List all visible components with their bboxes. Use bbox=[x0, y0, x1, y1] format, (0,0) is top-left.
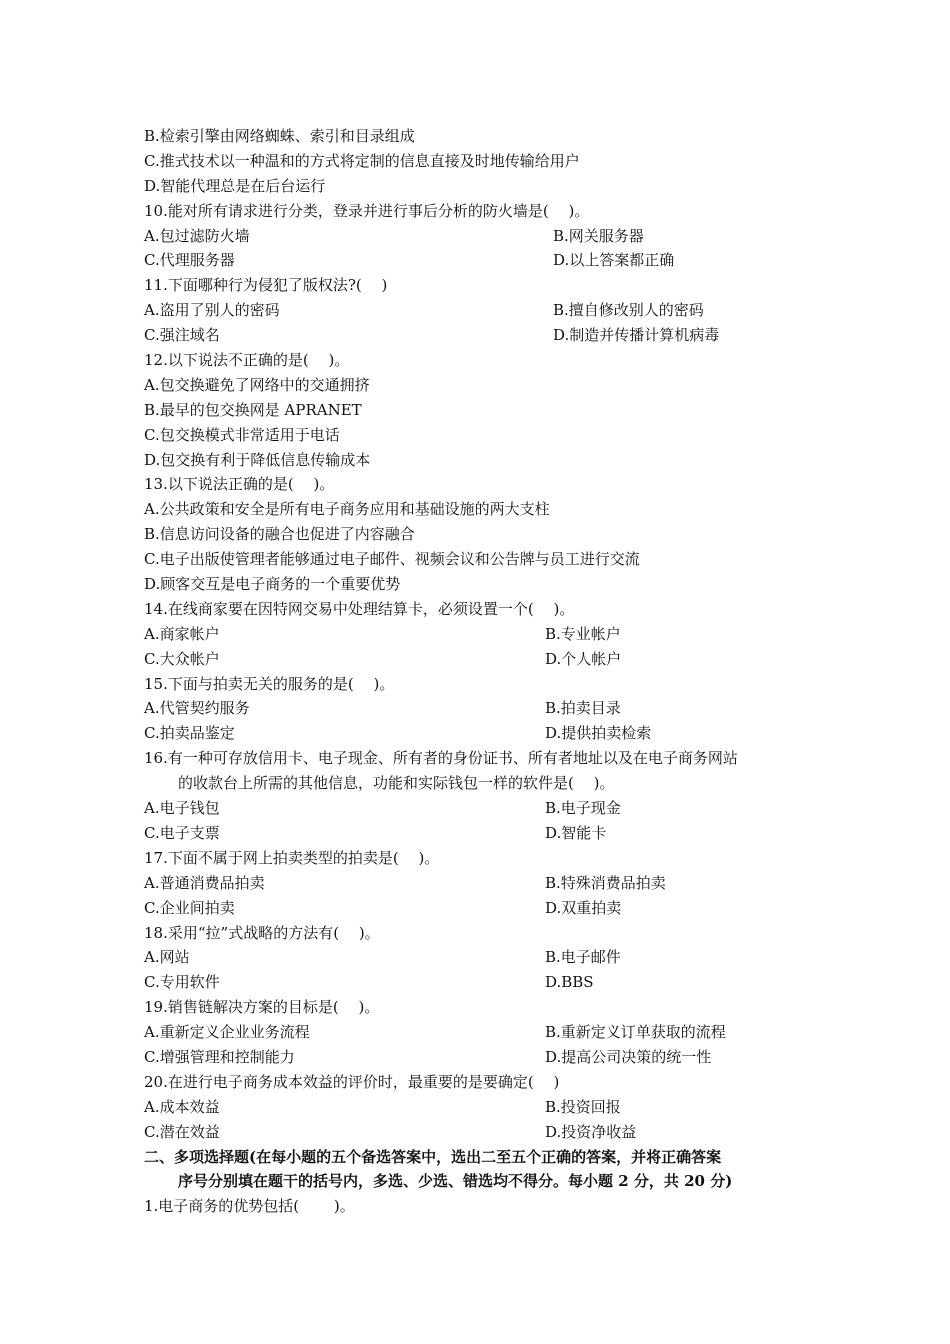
question-17: 17.下面不属于网上拍卖类型的拍卖是( )。 bbox=[144, 848, 440, 867]
question-16: 16.有一种可存放信用卡、电子现金、所有者的身份证书、所有者地址以及在电子商务网站 bbox=[144, 749, 738, 768]
option-row bbox=[144, 970, 824, 995]
option-row bbox=[144, 821, 824, 846]
section-heading: 二、多项选择题(在每小题的五个备选答案中，选出二至五个正确的答案，并将正确答案 bbox=[144, 1147, 722, 1166]
option-row bbox=[144, 696, 824, 721]
option-d: D.个人帐户 bbox=[545, 649, 622, 668]
option-b: B.重新定义订单获取的流程 bbox=[545, 1023, 726, 1042]
option-d: D.提供拍卖检索 bbox=[545, 724, 652, 743]
option-d: D.包交换有利于降低信息传输成本 bbox=[144, 450, 371, 469]
option-row bbox=[144, 323, 824, 348]
option-row bbox=[144, 622, 824, 647]
question-14: 14.在线商家要在因特网交易中处理结算卡，必须设置一个( )。 bbox=[144, 599, 575, 618]
option-c: C.包交换模式非常适用于电话 bbox=[144, 425, 340, 444]
option-c: C.企业间拍卖 bbox=[144, 898, 235, 917]
option-b: B.最早的包交换网是 APRANET bbox=[144, 400, 362, 419]
option-line: B.检索引擎由网络蜘蛛、索引和目录组成 bbox=[144, 127, 415, 145]
option-a: A.盗用了别人的密码 bbox=[144, 301, 280, 320]
option-row bbox=[144, 796, 824, 821]
option-b: B.投资回报 bbox=[545, 1097, 621, 1116]
option-a: A.重新定义企业业务流程 bbox=[144, 1023, 310, 1042]
question-15: 15.下面与拍卖无关的服务的是( )。 bbox=[144, 674, 395, 693]
option-b: B.专业帐户 bbox=[545, 624, 621, 643]
option-d: D.BBS bbox=[545, 973, 594, 992]
question-10: 10.能对所有请求进行分类，登录并进行事后分析的防火墙是( )。 bbox=[144, 201, 590, 220]
option-line: D.智能代理总是在后台运行 bbox=[144, 176, 326, 195]
option-d: D.提高公司决策的统一性 bbox=[545, 1047, 712, 1066]
option-d: D.制造并传播计算机病毒 bbox=[553, 326, 720, 345]
option-d: D.投资净收益 bbox=[545, 1122, 637, 1141]
question-18: 18.采用“拉”式战略的方法有( )。 bbox=[144, 923, 380, 942]
option-row bbox=[144, 647, 824, 672]
option-c: C.专用软件 bbox=[144, 973, 220, 992]
option-a: A.普通消费品拍卖 bbox=[144, 873, 265, 892]
option-row bbox=[144, 248, 824, 273]
option-b: B.拍卖目录 bbox=[545, 699, 621, 718]
option-c: C.潜在效益 bbox=[144, 1122, 220, 1141]
option-row bbox=[144, 1045, 824, 1070]
option-c: C.拍卖品鉴定 bbox=[144, 724, 235, 743]
option-b: B.擅自修改别人的密码 bbox=[553, 301, 704, 320]
section-heading-continuation: 序号分别填在题干的括号内，多选、少选、错选均不得分。每小题 2 分，共 20 分) bbox=[178, 1172, 733, 1191]
option-d: D.顾客交互是电子商务的一个重要优势 bbox=[144, 575, 401, 594]
option-a: A.包过滤防火墙 bbox=[144, 226, 250, 245]
option-c: C.强注域名 bbox=[144, 326, 220, 345]
option-d: D.智能卡 bbox=[545, 823, 607, 842]
option-b: B.信息访问设备的融合也促进了内容融合 bbox=[144, 525, 415, 544]
option-a: A.包交换避免了网络中的交通拥挤 bbox=[144, 375, 370, 394]
option-b: B.网关服务器 bbox=[553, 226, 644, 245]
option-c: C.代理服务器 bbox=[144, 251, 235, 270]
option-a: A.商家帐户 bbox=[144, 624, 220, 643]
question-20: 20.在进行电子商务成本效益的评价时，最重要的是要确定( ) bbox=[144, 1072, 560, 1091]
option-c: C.增强管理和控制能力 bbox=[144, 1047, 295, 1066]
multi-question-1: 1.电子商务的优势包括( )。 bbox=[144, 1197, 355, 1216]
option-b: B.电子现金 bbox=[545, 799, 621, 818]
option-row bbox=[144, 224, 824, 249]
option-row bbox=[144, 1095, 824, 1120]
option-a: A.电子钱包 bbox=[144, 799, 220, 818]
option-a: A.成本效益 bbox=[144, 1097, 220, 1116]
question-19: 19.销售链解决方案的目标是( )。 bbox=[144, 998, 380, 1017]
option-d: D.双重拍卖 bbox=[545, 898, 622, 917]
option-row bbox=[144, 298, 824, 323]
option-row bbox=[144, 1120, 824, 1145]
option-c: C.电子支票 bbox=[144, 823, 220, 842]
option-d: D.以上答案都正确 bbox=[553, 251, 675, 270]
option-a: A.公共政策和安全是所有电子商务应用和基础设施的两大支柱 bbox=[144, 500, 550, 519]
question-12: 12.以下说法不正确的是( )。 bbox=[144, 351, 350, 370]
question-16-continuation: 的收款台上所需的其他信息，功能和实际钱包一样的软件是( )。 bbox=[178, 774, 615, 793]
option-c: C.电子出版使管理者能够通过电子邮件、视频会议和公告牌与员工进行交流 bbox=[144, 550, 640, 569]
option-row bbox=[144, 1020, 824, 1045]
option-a: A.网站 bbox=[144, 948, 190, 967]
exam-content bbox=[144, 124, 824, 1219]
option-c: C.大众帐户 bbox=[144, 649, 220, 668]
question-13: 13.以下说法正确的是( )。 bbox=[144, 475, 335, 494]
option-a: A.代管契约服务 bbox=[144, 699, 250, 718]
option-row bbox=[144, 871, 824, 896]
option-row bbox=[144, 945, 824, 970]
option-line: C.推式技术以一种温和的方式将定制的信息直接及时地传输给用户 bbox=[144, 151, 580, 170]
question-11: 11.下面哪种行为侵犯了版权法?( ) bbox=[144, 276, 388, 295]
option-row bbox=[144, 896, 824, 921]
option-row bbox=[144, 721, 824, 746]
option-b: B.电子邮件 bbox=[545, 948, 621, 967]
option-b: B.特殊消费品拍卖 bbox=[545, 873, 666, 892]
